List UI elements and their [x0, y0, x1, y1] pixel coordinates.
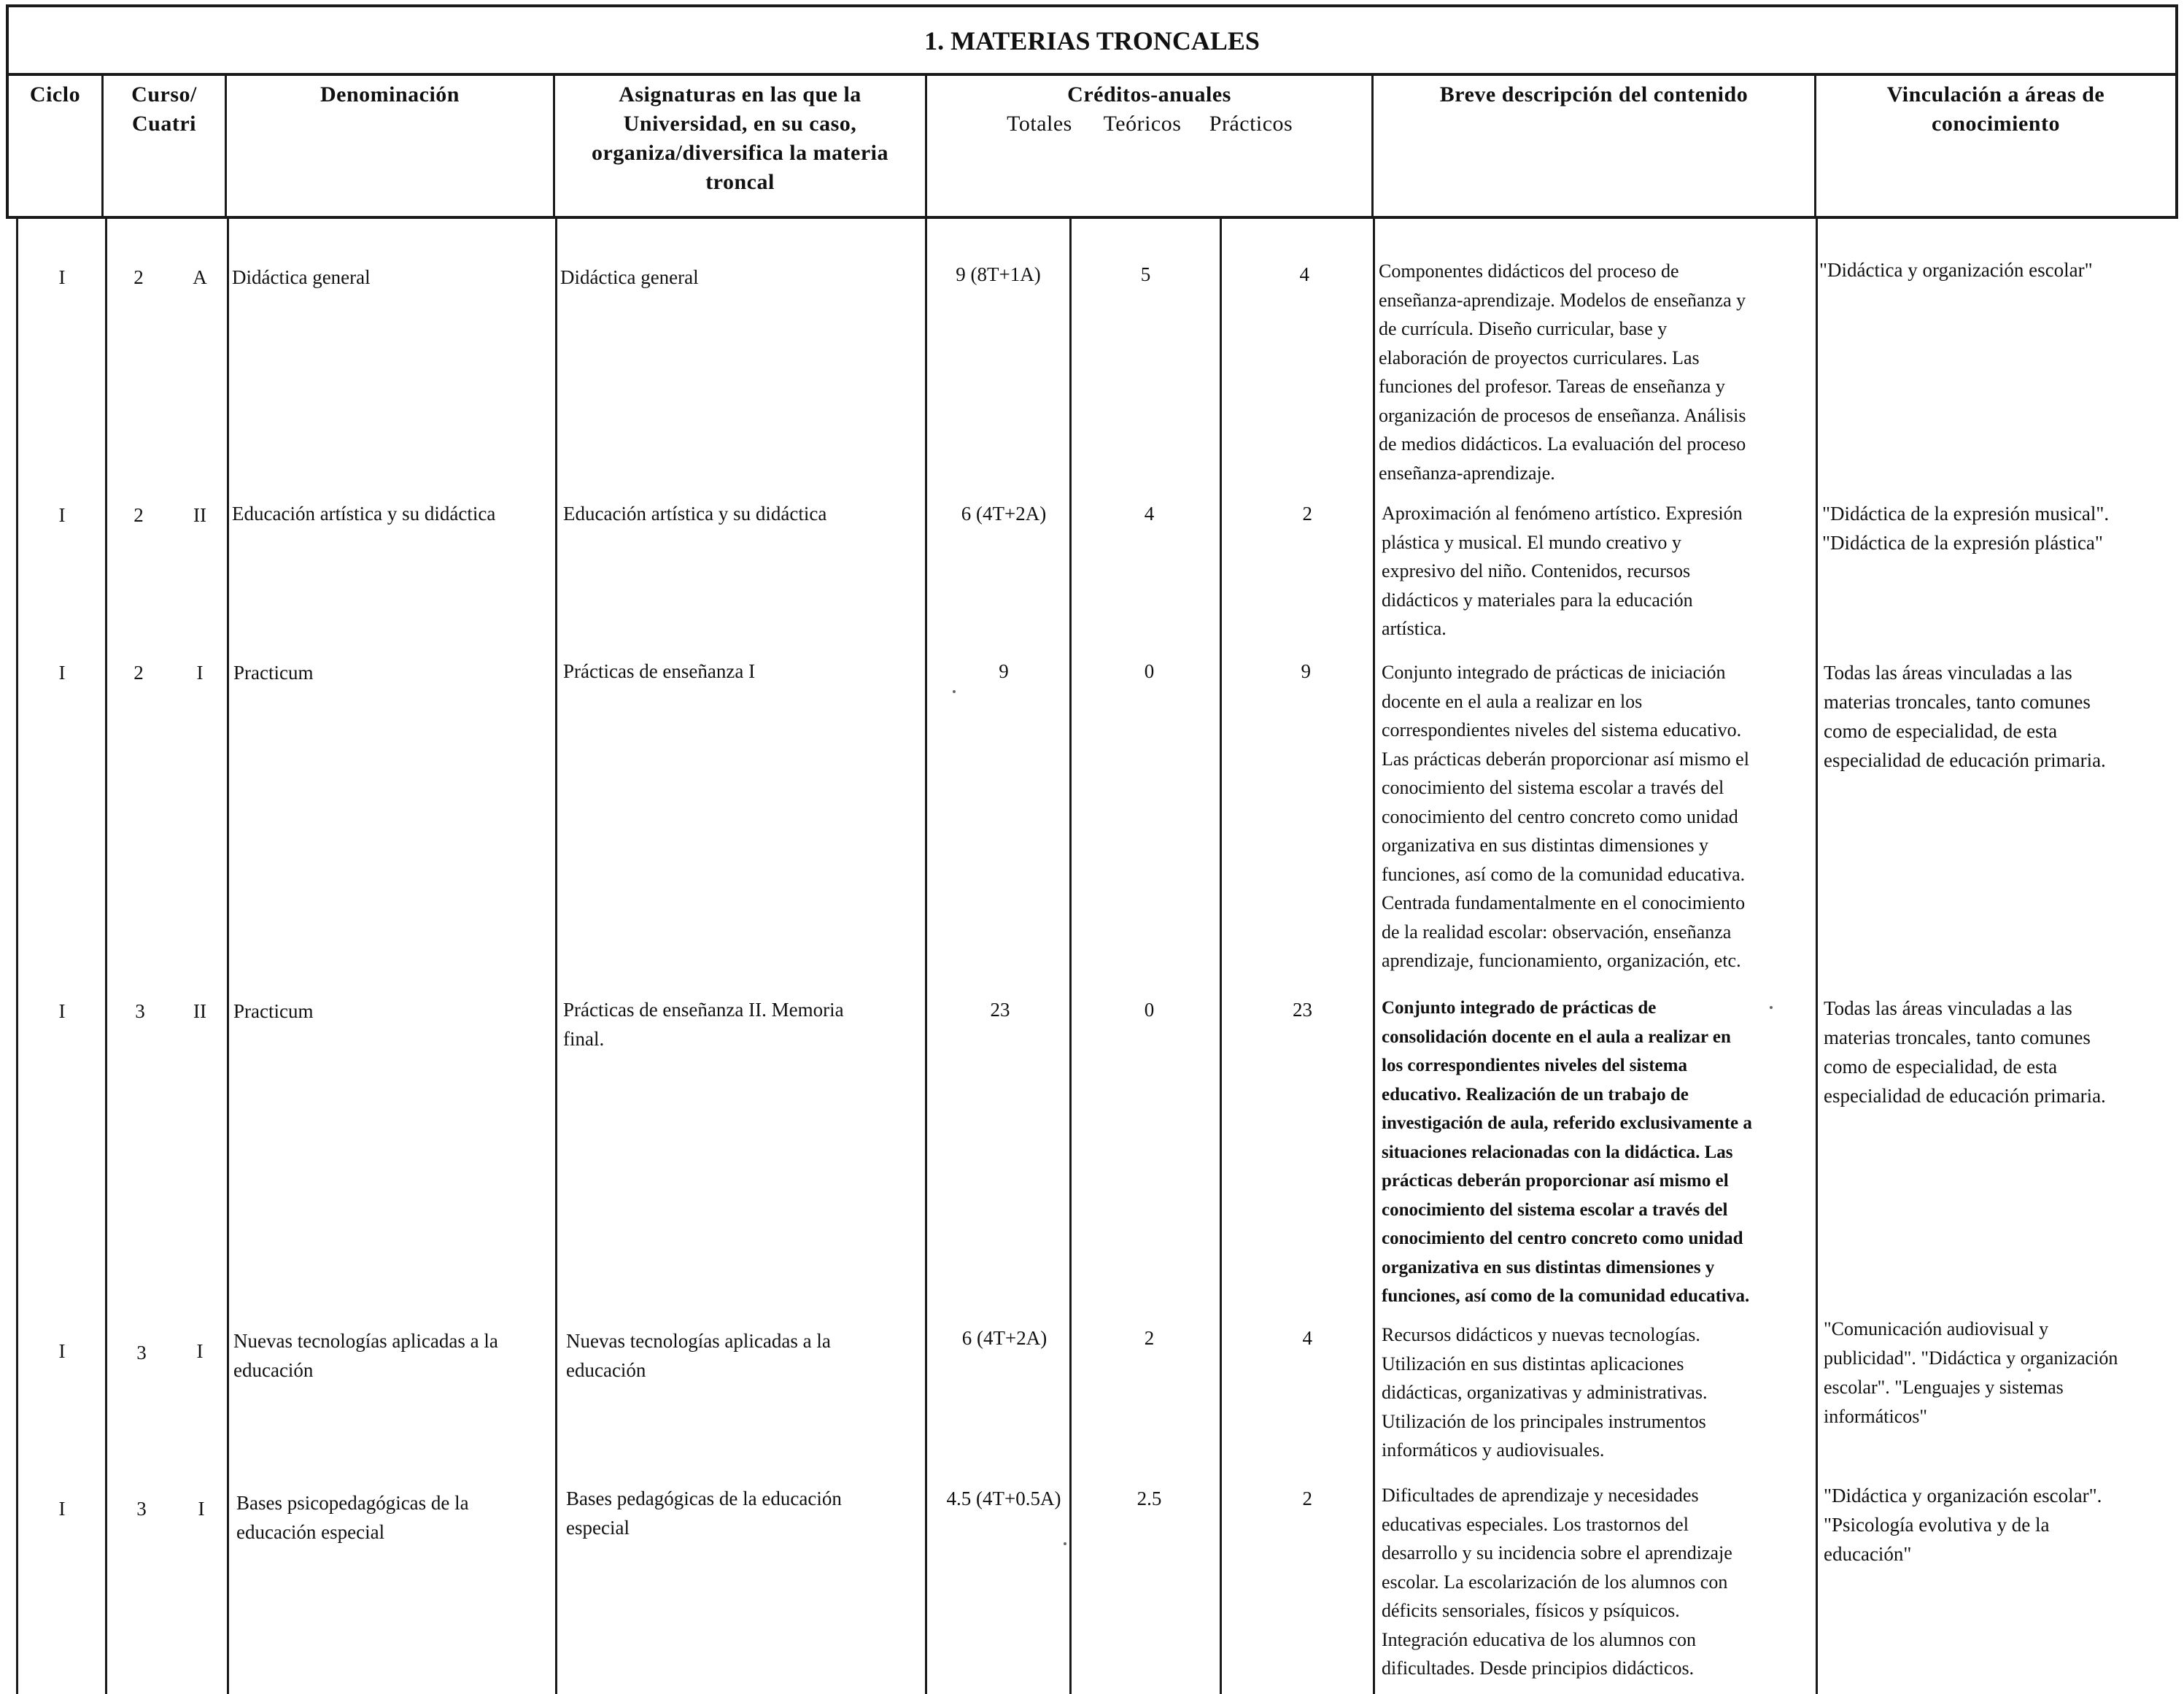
cell-ciclo: I	[58, 1498, 66, 1520]
body-col-sep	[555, 216, 557, 1694]
cell-totales: 6 (4T+2A)	[961, 503, 1047, 525]
cell-descripcion: Conjunto integrado de prácticas de consolidación docente en el aula a realizar en los correspondientes niveles del sistema educativo. Realización de un trabajo de investigación de aula, referido exclusivamente a situaciones relacionadas con la didáctica. Las prácticas deberán proporcionar así mismo el conocimiento del sistema escolar a través del conocimiento del centro concreto como unidad organizativa en sus distintas dimensiones y funciones, así como de la comunidad educativa.	[1382, 998, 1752, 1306]
body-col-sep	[105, 216, 107, 1694]
body-col-sep	[227, 216, 229, 1694]
cell-cuatri: A	[193, 266, 207, 288]
cell-descripcion: Dificultades de aprendizaje y necesidades educativas especiales. Los trastornos del desarrollo y su incidencia sobre el aprendizaje escolar. La escolarización de los alumnos con déficits sensoriales, físicos y psíquicos. Integración educativa de los alumnos con dificultades. Desde principios didácticos.	[1382, 1485, 1732, 1679]
cell-cuatri: I	[196, 662, 204, 684]
cell-descripcion: Componentes didácticos del proceso de enseñanza-aprendizaje. Modelos de enseñanza y de currícula. Diseño curricular, base y elaboración de proyectos curriculares. Las funciones del profesor. Tareas de enseñanza y organización de procesos de enseñanza. Análisis de medios didácticos. La evaluación del proceso enseñanza-aprendizaje.	[1379, 260, 1746, 484]
header-bottom-border	[6, 216, 2178, 219]
cell-asignatura: Didáctica general	[560, 266, 699, 288]
cell-denominacion: Educación artística y su didáctica	[232, 503, 496, 525]
header-totales: Totales	[1007, 112, 1072, 136]
cell-teoricos: 4	[1144, 503, 1155, 525]
cell-descripcion: Aproximación al fenómeno artístico. Expresión plástica y musical. El mundo creativo y expresivo del niño. Contenidos, recursos didácticos y materiales para la educación artística.	[1382, 503, 1743, 639]
cell-ciclo: I	[58, 662, 66, 684]
header-ciclo: Ciclo	[29, 82, 81, 107]
cell-practicos: 2	[1302, 503, 1312, 525]
cell-totales: 9	[999, 660, 1009, 682]
cell-teoricos: 2.5	[1136, 1488, 1162, 1509]
cell-denominacion: Practicum	[233, 662, 314, 684]
cell-vinculacion: "Didáctica de la expresión musical". "Didáctica de la expresión plástica"	[1822, 503, 2110, 554]
table-right-border	[2175, 4, 2178, 219]
cell-curso: 2	[133, 662, 144, 684]
scan-speck	[1770, 1006, 1773, 1009]
cell-ciclo: I	[58, 1340, 66, 1362]
cell-teoricos: 2	[1144, 1327, 1155, 1349]
cell-curso: 3	[136, 1498, 147, 1520]
cell-descripcion: Recursos didácticos y nuevas tecnologías. Utilización en sus distintas aplicaciones didácticas, organizativas y administrativas. Utilización de los principales instrumentos informáticos y audiovisuales.	[1382, 1324, 1708, 1461]
header-asignaturas: Asignaturas en las que la Universidad, en su caso, organiza/diversifica la materia troncal	[591, 82, 889, 194]
cell-totales: 6 (4T+2A)	[961, 1327, 1048, 1349]
cell-totales: 9 (8T+1A)	[956, 263, 1041, 285]
body-col-sep	[925, 216, 927, 1694]
header-vinculacion: Vinculación a áreas de conocimiento	[1886, 82, 2105, 136]
cell-vinculacion: "Didáctica y organización escolar"	[1819, 259, 2093, 281]
body-col-sep	[1220, 216, 1222, 1694]
cell-totales: 23	[990, 999, 1010, 1021]
cell-ciclo: I	[58, 266, 66, 288]
body-col-sep	[16, 216, 18, 1694]
cell-asignatura: Prácticas de enseñanza II. Memoria final.	[563, 999, 844, 1050]
cell-denominacion: Practicum	[233, 1000, 314, 1022]
scan-speck	[2028, 1369, 2031, 1372]
cell-ciclo: I	[58, 504, 66, 526]
cell-teoricos: 5	[1140, 263, 1151, 285]
cell-curso: 3	[136, 1342, 147, 1364]
cell-descripcion: Conjunto integrado de prácticas de iniciación docente en el aula a realizar en los correspondientes niveles del sistema educativo. Las prácticas deberán proporcionar así mismo el conocimiento del sistema escolar a través del conocimiento del centro concreto como unidad organizativa en sus distintas dimensiones y funciones, así como de la comunidad educativa. Centrada fundamentalmente en el conocimiento de la realidad escolar: observación, enseñanza aprendizaje, funcionamiento, organización, etc.	[1382, 662, 1749, 971]
cell-vinculacion: Todas las áreas vinculadas a las materias troncales, tanto comunes como de especialidad, de esta especialidad de educación primaria.	[1824, 997, 2106, 1107]
cell-practicos: 23	[1293, 999, 1312, 1021]
cell-denominacion: Bases psicopedagógicas de la educación especial	[236, 1492, 469, 1543]
scan-speck	[953, 690, 956, 693]
body-col-sep	[1373, 216, 1375, 1694]
header-denominacion: Denominación	[320, 82, 460, 107]
cell-asignatura: Nuevas tecnologías aplicadas a la educación	[566, 1330, 831, 1381]
cell-practicos: 9	[1301, 660, 1311, 682]
cell-vinculacion: "Comunicación audiovisual y publicidad". "Didáctica y organización escolar". "Lenguajes y sistemas informáticos"	[1824, 1318, 2118, 1427]
scan-speck	[1064, 1542, 1066, 1545]
cell-vinculacion: "Didáctica y organización escolar". "Psicología evolutiva y de la educación"	[1824, 1485, 2102, 1565]
cell-curso: 2	[133, 504, 144, 526]
header-practicos: Prácticos	[1209, 112, 1293, 136]
cell-asignatura: Prácticas de enseñanza I	[563, 660, 756, 682]
cell-cuatri: I	[198, 1498, 205, 1520]
cell-practicos: 2	[1302, 1488, 1312, 1509]
cell-cuatri: II	[193, 1000, 206, 1022]
cell-ciclo: I	[58, 1000, 66, 1022]
cell-practicos: 4	[1302, 1327, 1312, 1349]
cell-practicos: 4	[1299, 263, 1309, 285]
cell-teoricos: 0	[1144, 660, 1155, 682]
header-curso-cuatri: Curso/ Cuatri	[131, 82, 197, 136]
page-title: 1. MATERIAS TRONCALES	[924, 26, 1260, 55]
header-teoricos: Teóricos	[1103, 112, 1182, 136]
body-col-sep	[1069, 216, 1072, 1694]
cell-curso: 2	[133, 266, 144, 288]
header-creditos-anuales: Créditos-anuales	[1067, 82, 1231, 107]
cell-totales: 4.5 (4T+0.5A)	[946, 1488, 1061, 1509]
cell-cuatri: II	[193, 504, 206, 526]
cell-asignatura: Educación artística y su didáctica	[563, 503, 827, 525]
cell-cuatri: I	[196, 1340, 204, 1362]
cell-denominacion: Didáctica general	[232, 266, 371, 288]
cell-curso: 3	[135, 1000, 145, 1022]
cell-asignatura: Bases pedagógicas de la educación especial	[566, 1488, 842, 1539]
header-descripcion: Breve descripción del contenido	[1439, 82, 1749, 107]
title-bottom-border	[6, 73, 2178, 76]
cell-teoricos: 0	[1144, 999, 1155, 1021]
cell-denominacion: Nuevas tecnologías aplicadas a la educación	[233, 1330, 498, 1381]
cell-vinculacion: Todas las áreas vinculadas a las materias troncales, tanto comunes como de especialidad, de esta especialidad de educación primaria.	[1824, 662, 2106, 771]
table-top-border	[6, 4, 2178, 7]
